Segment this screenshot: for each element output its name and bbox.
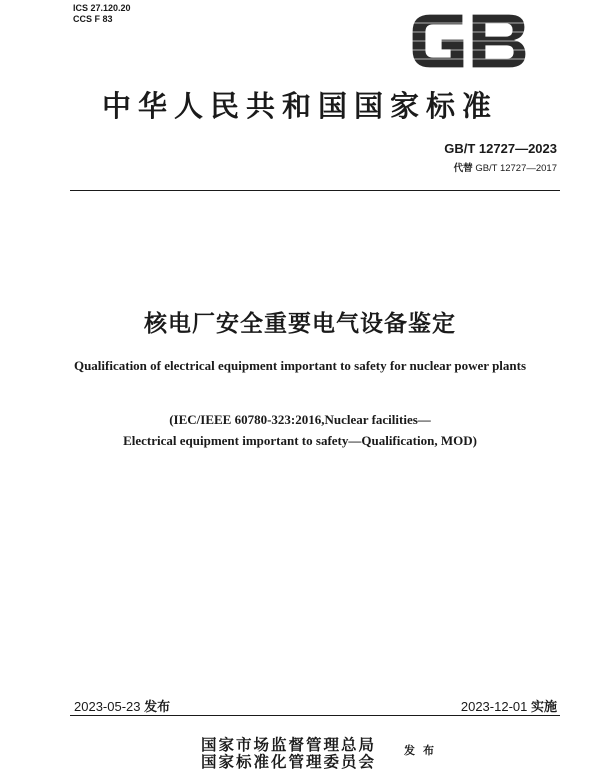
standard-number: GB/T 12727—2023	[444, 141, 557, 156]
document-title-en: Qualification of electrical equipment important to safety for nuclear power plants	[73, 358, 527, 373]
issue-date-suffix: 发布	[144, 699, 171, 714]
equivalence-line-1: (IEC/IEEE 60780-323:2016,Nuclear facilities—	[169, 412, 431, 427]
ics-code: ICS 27.120.20	[73, 3, 131, 13]
implement-date-value: 2023-12-01	[460, 699, 528, 714]
implement-date-suffix: 实施	[530, 699, 557, 714]
implementation-date	[461, 696, 557, 715]
bottom-divider	[70, 715, 560, 716]
top-divider	[70, 190, 560, 191]
publish-label: 发布	[404, 744, 442, 757]
national-standard-title: 中华人民共和国国家标准	[101, 89, 498, 123]
ccs-code: CCS F 83	[73, 14, 113, 24]
equivalence-line-2: Electrical equipment important to safety—Qualification, MOD)	[123, 433, 477, 448]
replaces-number: GB/T 12727—2017	[475, 163, 557, 174]
issuing-authority-2: 国家标准化管理委员会	[201, 752, 377, 771]
gb-logo	[408, 8, 530, 74]
replaces-prefix: 代替	[453, 163, 473, 174]
document-title-cn: 核电厂安全重要电气设备鉴定	[144, 311, 456, 337]
issuing-authority-1: 国家市场监督管理总局	[201, 735, 377, 754]
issue-date	[74, 696, 170, 715]
issue-date-value: 2023-05-23	[74, 699, 141, 714]
replaces-standard	[454, 160, 557, 174]
